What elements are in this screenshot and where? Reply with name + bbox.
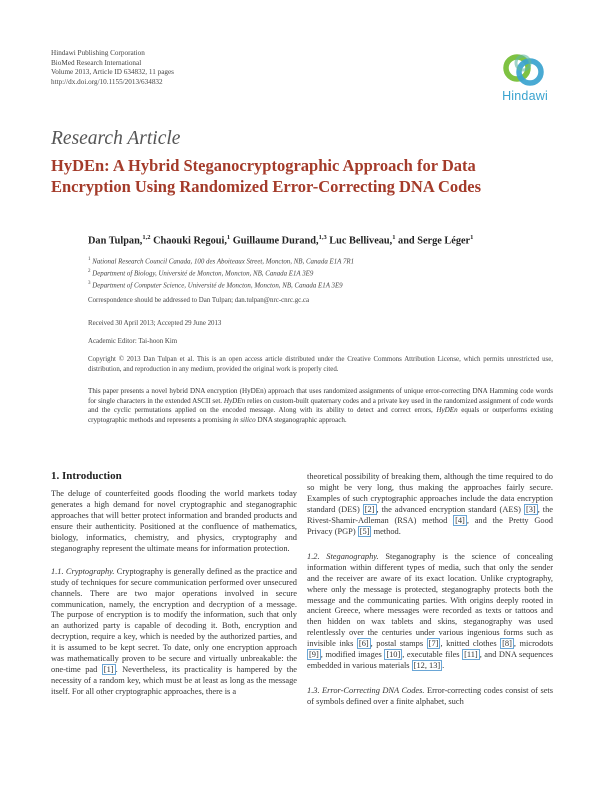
- academic-editor: Academic Editor: Tai-hoon Kim: [88, 338, 178, 345]
- citation-link[interactable]: [1]: [103, 665, 114, 675]
- citation-link[interactable]: [12, 13]: [413, 661, 441, 671]
- citation-link[interactable]: [2]: [364, 504, 375, 514]
- left-column: [51, 471, 297, 710]
- author: Luc Belliveau,: [329, 235, 393, 247]
- publisher: Hindawi Publishing Corporation: [51, 49, 145, 57]
- affiliations: [88, 255, 553, 291]
- citation-link[interactable]: [9]: [309, 650, 319, 660]
- citation-link[interactable]: [6]: [358, 639, 369, 649]
- crypto-continued-paragraph: theoretical possibility of breaking them, although the time required to do so might be very long, thus making the approaches fairly secure. Examples of such cryptographic approaches include the data encryption standard (DES) [2] , the advanced encryption standard (AES) [3] , the Rivest-Shamir-Adleman (RSA) method [4] , and the Pretty Good Privacy (PGP) [5] method.: [307, 472, 554, 536]
- author: Chaouki Regoui,: [153, 235, 227, 247]
- error-correcting-paragraph: 1.3. Error-Correcting DNA Codes. Error-correcting codes consist of sets of symbols defined over a finite alphabet, such: [307, 686, 554, 707]
- cryptography-paragraph: 1.1. Cryptography. Cryptography is generally defined as the practice and study of techniques for secure communication performed over unsecured channels. There are two major operations involved in secure communication, namely, the encryption and decryption of a message. The purpose of encryption is to modify the information, such that only an authorized party is capable of decoding it. Both, encryption and decryption, require a key, which is needed by the authorized parties, and it is assumed to be kept secret. To date, only one encryption approach was mathematically proven to be secure and virtually unbreakable: the one-time pad [1] . Nevertheless, its practicality is hampered by the necessity of a random key, which must be at least as long as the message itself. For all other cryptographic approaches, there is a: [51, 566, 298, 697]
- section-heading-introduction: 1. Introduction: [51, 470, 122, 482]
- subsection-heading: 1.2. Steganography.: [307, 551, 379, 561]
- affiliation: $^1$ National Research Council Canada, 100 des Aboiteaux Street, Moncton, NB, Canada E1A 7R1: [88, 257, 355, 266]
- subsection-heading: 1.1. Cryptography.: [51, 566, 115, 576]
- citation-link[interactable]: [5]: [359, 526, 370, 536]
- received-date: Received 30 April 2013; Accepted 29 June 2013: [88, 320, 222, 327]
- journal-name: BioMed Research International: [51, 58, 142, 67]
- hindawi-logo: [497, 51, 553, 103]
- citation-link[interactable]: [8]: [502, 639, 512, 649]
- paper-title: HyDEn: A Hybrid Steganocryptographic Approach for Data Encryption Using Randomized Error-Correcting DNA Codes: [51, 156, 482, 196]
- affiliation: $^2$ Department of Biology, Université de Moncton, Moncton, NB, Canada E1A 3E9: [88, 269, 314, 278]
- abstract: This paper presents a novel hybrid DNA encryption (HyDEn) approach that uses randomized assignments of unique error-correcting DNA Hamming code words for single characters in the extended ASCII set. HyDEn relies on custom-built quaternary codes and a private key used in the randomized assignment of code words and the cyclic permutations applied on the encoded message. Along with its ability to detect and correct errors, HyDEn equals or outperforms existing cryptographic methods and represents a promising in silico DNA steganographic approach.: [88, 387, 554, 424]
- logo-text: Hindawi: [502, 89, 548, 103]
- copyright: Copyright © 2013 Dan Tulpan et al. This is an open access article distributed under the Creative Commons Attribution License, which permits unrestricted use, distribution, and reproduction in any medium, provided the original work is properly cited.: [88, 356, 553, 373]
- doi-link[interactable]: http://dx.doi.org/10.1155/2013/634832: [51, 77, 163, 86]
- subsection-heading: 1.3. Error-Correcting DNA Codes.: [307, 686, 425, 696]
- citation-link[interactable]: [4]: [455, 515, 465, 525]
- author: Guillaume Durand,: [232, 235, 319, 247]
- author-list: Dan Tulpan,$^{1,2}$ Chaouki Regoui,$^1$ Guillaume Durand,$^{1,3}$ Luc Belliveau,$^1$ and Serge Léger$^1$: [88, 234, 474, 247]
- citation-link[interactable]: [10]: [386, 650, 401, 660]
- citation-link[interactable]: [11]: [464, 650, 478, 660]
- author: Dan Tulpan,: [88, 235, 143, 247]
- intro-paragraph: The deluge of counterfeited goods flooding the world markets today generates a high demand for novel cryptographic and steganographic approaches that will better protect information and branded products and ensure their authenticity. Positioned at the confluence of mathematics, biology, informatics, chemistry, and physics, cryptography and steganography represent the ultimate means for information protection.: [51, 488, 297, 553]
- volume-info: Volume 2013, Article ID 634832, 11 pages: [51, 68, 174, 77]
- affiliation: $^3$ Department of Computer Science, Université de Moncton, Moncton, NB, Canada E1A 3E9: [88, 281, 343, 290]
- hindawi-logo-icon: [497, 51, 553, 91]
- steganography-paragraph: 1.2. Steganography. Steganography is the science of concealing information within different types of media, such that only the sender and the receiver are aware of its exact location. Unlike cryptography, where only the message is protected, steganography protects both the message and the communicating parties. With origins deeply rooted in ancient Greece, where messages were recorded as texts or tattoos and then hidden on wax tablets and skins, steganography was used relentlessly over the centuries under various ingenious forms such as invisible inks [6] , postal stamps [7] , knitted clothes [8] , microdots [9] , modified images [10] , executable files [11] , and DNA sequences embedded in various materials [12, 13] .: [307, 551, 554, 671]
- article-type: Research Article: [51, 128, 181, 149]
- correspondence: Correspondence should be addressed to Dan Tulpan; dan.tulpan@nrc-cnrc.gc.ca: [88, 297, 310, 304]
- citation-link[interactable]: [3]: [525, 504, 536, 514]
- journal-header: [51, 49, 174, 87]
- right-column: [307, 472, 553, 720]
- citation-link[interactable]: [7]: [428, 639, 439, 649]
- author: and Serge Léger: [398, 235, 471, 247]
